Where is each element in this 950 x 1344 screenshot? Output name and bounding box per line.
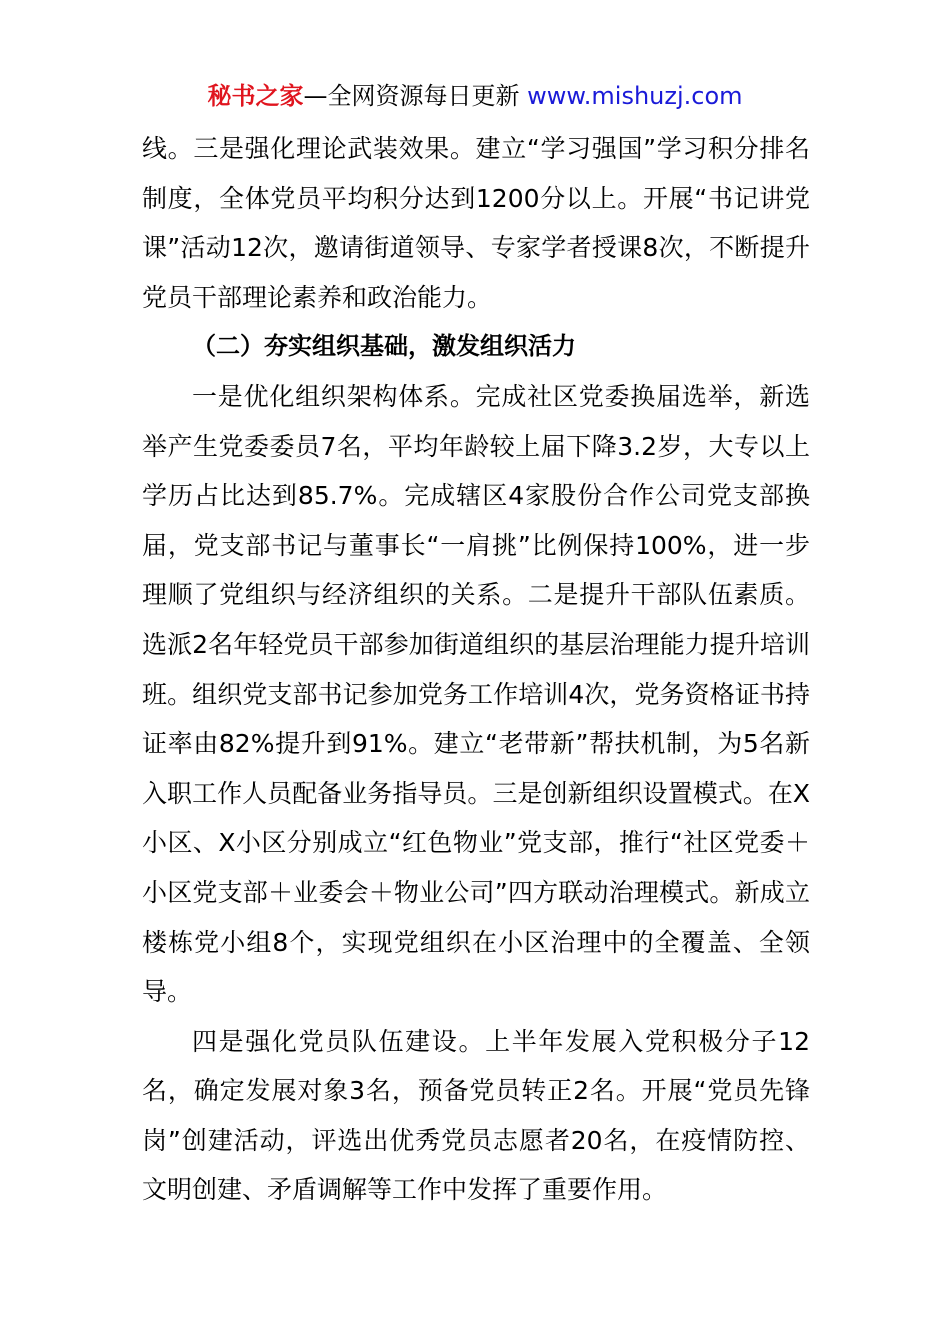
paragraph-organization-structure: 一是优化组织架构体系。完成社区党委换届选举，新选举产生党委委员7名，平均年龄较上届下降3.2岁，大专以上学历占比达到85.7%。完成辖区4家股份合作公司党支部换届，党支部书记与董事长“一肩挑”比例保持100%，进一步理顺了党组织与经济组织的关系。二是提升干部队伍素质。选派2名年轻党员干部参加街道组织的基层治理能力提升培训班。组织党支部书记参加党务工作培训4次，党务资格证书持证率由82%提升到91%。建立“老带新”帮扶机制，为5名新入职工作人员配备业务指导员。三是创新组织设置模式。在X小区、X小区分别成立“红色物业”党支部，推行“社区党委＋小区党支部＋业委会＋物业公司”四方联动治理模式。新成立楼栋党小组8个，实现党组织在小区治理中的全覆盖、全领导。 xyxy=(142,381,810,1007)
site-tagline: —全网资源每日更新 xyxy=(303,82,520,110)
paragraph-party-member-building: 四是强化党员队伍建设。上半年发展入党积极分子12名，确定发展对象3名，预备党员转正2名。开展“党员先锋岗”创建活动，评选出优秀党员志愿者20名，在疫情防控、文明创建、矛盾调解等工作中发挥了重要作用。 xyxy=(142,1026,810,1205)
document-body xyxy=(142,124,810,1215)
site-url-link[interactable]: www.mishuzj.com xyxy=(527,82,743,110)
site-header xyxy=(0,80,950,112)
paragraph-theory-study: 线。三是强化理论武装效果。建立“学习强国”学习积分排名制度，全体党员平均积分达到1200分以上。开展“书记讲党课”活动12次，邀请街道领导、专家学者授课8次，不断提升党员干部理论素养和政治能力。 xyxy=(142,134,810,312)
site-brand: 秘书之家 xyxy=(207,82,304,110)
section-heading-organization: （二）夯实组织基础，激发组织活力 xyxy=(192,332,576,361)
